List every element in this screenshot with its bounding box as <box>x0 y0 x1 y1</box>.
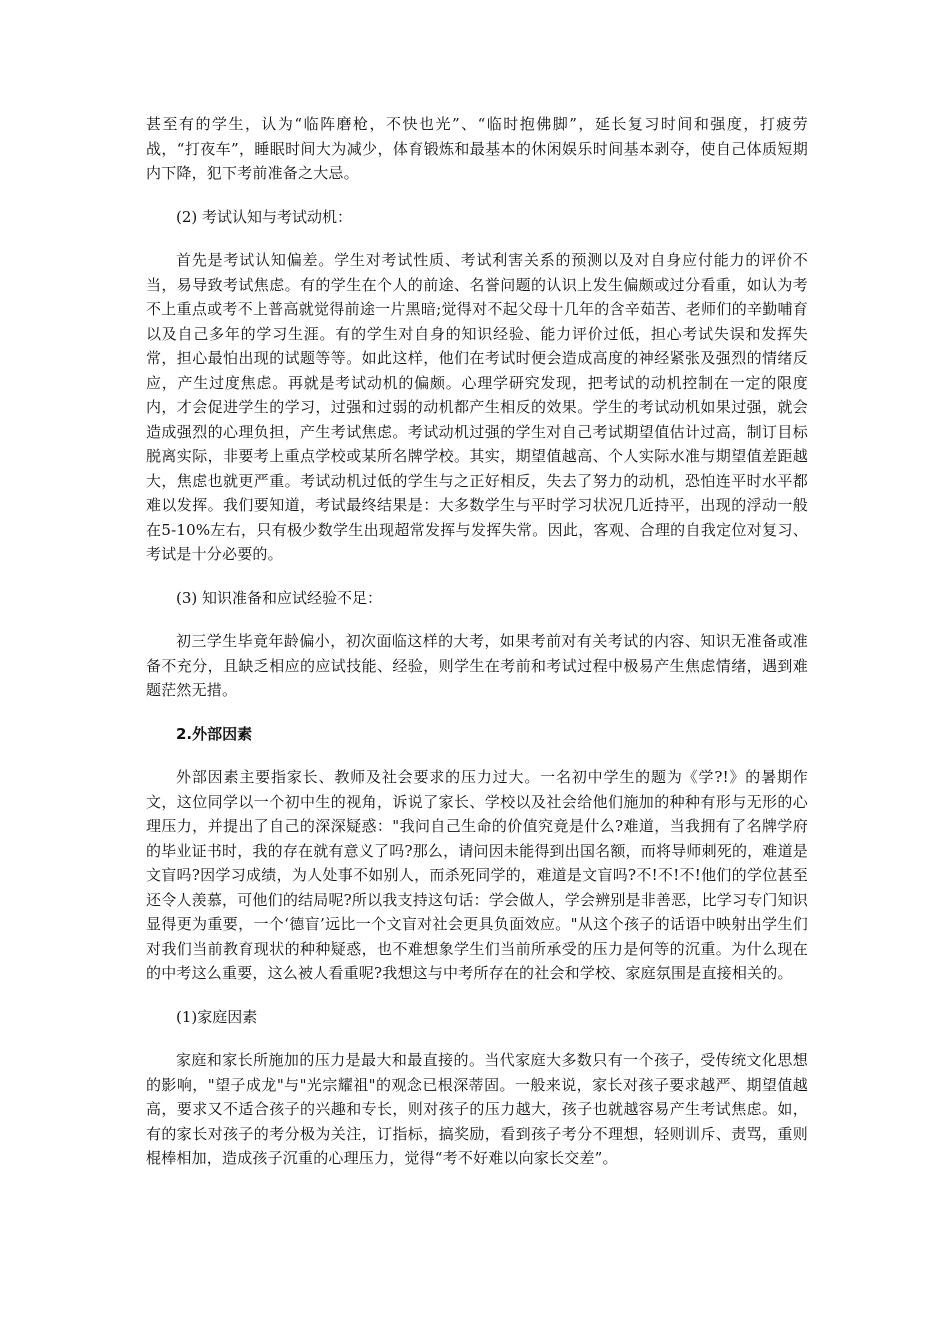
paragraph-exam-cognition: 首先是考试认知偏差。学生对考试性质、考试利害关系的预测以及对自身应付能力的评价不当，易导致考试焦虑。有的学生在个人的前途、名誉问题的认识上发生偏颇或过分看重，如认为考不上重点或考不上普高就觉得前途一片黑暗;觉得对不起父母十几年的含辛茹苦、老师们的辛勤哺育以及自己多年的学习生涯。有的学生对自身的知识经验、能力评价过低，担心考试失误和发挥失常，担心最怕出现的试题等等。如此这样，他们在考试时便会造成高度的神经紧张及强烈的情绪反应，产生过度焦虑。再就是考试动机的偏颇。心理学研究发现，把考试的动机控制在一定的限度内，才会促进学生的学习，过强和过弱的动机都产生相反的效果。学生的考试动机如果过强，就会造成强烈的心理负担，产生考试焦虑。考试动机过强的学生对自己考试期望值估计过高，制订目标脱离实际，非要考上重点学校或某所名牌学校。其实，期望值越高、个人实际水准与期望值差距越大，焦虑也就更严重。考试动机过低的学生与之正好相反，失去了努力的动机，恐怕连平时水平都难以发挥。我们要知道，考试最终结果是：大多数学生与平时学习状况几近持平，出现的浮动一般在5-10%左右，只有极少数学生出现超常发挥与发挥失常。因此，客观、合理的自我定位对复习、考试是十分必要的。 <box>146 251 808 563</box>
heading-external-factors: 2.外部因素 <box>176 724 253 743</box>
subheading-exam-cognition: (2) 考试认知与考试动机： <box>176 207 353 226</box>
document-page <box>146 112 808 1190</box>
subheading-family-factors: (1)家庭因素 <box>176 1007 258 1026</box>
paragraph-family-factors: 家庭和家长所施加的压力是最大和最直接的。当代家庭大多数只有一个孩子，受传统文化思想的影响，"望子成龙"与"光宗耀祖"的观念已根深蒂固。一般来说，家长对孩子要求越严、期望值越高，要求又不适合孩子的兴趣和专长，则对孩子的压力越大，孩子也就越容易产生考试焦虑。如，有的家长对孩子的考分极为关注，订指标，搞奖励，看到孩子考分不理想，轻则训斥、责骂，重则棍棒相加，造成孩子沉重的心理压力，觉得“考不好难以向家长交差”。 <box>146 1051 808 1167</box>
paragraph-overcramming: 甚至有的学生，认为“临阵磨枪，不快也光”、“临时抱佛脚”，延长复习时间和强度，打疲劳战，“打夜车”，睡眠时间大为减少，体育锻炼和最基本的休闲娱乐时间基本剥夺，使自己体质短期内下降，犯下考前准备之大忌。 <box>146 115 808 182</box>
subheading-knowledge-prep: (3) 知识准备和应试经验不足： <box>176 588 383 607</box>
paragraph-external-factors: 外部因素主要指家长、教师及社会要求的压力过大。一名初中学生的题为《学?!》的暑期作文，这位同学以一个初中生的视角，诉说了家长、学校以及社会给他们施加的种种有形与无形的心理压力，并提出了自己的深深疑惑："我问自己生命的价值究竟是什么?难道，当我拥有了名牌学府的毕业证书时，我的存在就有意义了吗?那么，请问因未能得到出国名额，而将导师刺死的，难道是文盲吗?因学习成绩，为人处事不如别人，而杀死同学的，难道是文盲吗?不!不!不!他们的学位甚至还令人羡慕，可他们的结局呢?所以我支持这句话：学会做人，学会辨别是非善恶，比学习专门知识显得更为重要，一个‘德盲’远比一个文盲对社会更具负面效应。"从这个孩子的话语中映射出学生们对我们当前教育现状的种种疑惑，也不难想象学生们当前所承受的压力是何等的沉重。为什么现在的中考这么重要，这么被人看重呢?我想这与中考所存在的社会和学校、家庭氛围是直接相关的。 <box>146 768 808 982</box>
paragraph-knowledge-prep: 初三学生毕竟年龄偏小，初次面临这样的大考，如果考前对有关考试的内容、知识无准备或准备不充分，且缺乏相应的应试技能、经验，则学生在考前和考试过程中极易产生焦虑情绪，遇到难题茫然无措。 <box>146 632 808 699</box>
